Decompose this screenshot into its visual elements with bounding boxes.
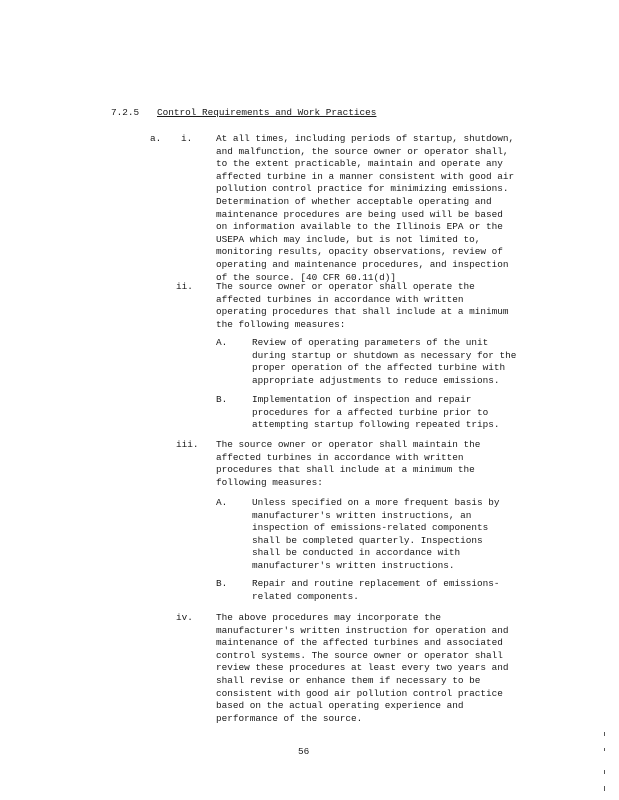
item-iii-A-label: A. [216,497,228,508]
paragraph-line: and malfunction, the source owner or operator shall, [216,145,509,157]
paragraph-line: review these procedures at least every two years and [216,662,509,674]
item-a-label: a. [150,133,162,144]
paragraph-line: Implementation of inspection and repair [252,394,472,405]
section-title: Control Requirements and Work Practices [157,107,377,118]
paragraph-line: affected turbines in accordance with written [216,451,464,463]
item-ii-A-label: A. [216,337,228,348]
section-number: 7.2.5 [111,107,140,118]
paragraph-line: proper operation of the affected turbine with [252,362,506,374]
paragraph-line: based on the actual operating experience and [216,700,464,712]
paragraph-line: shall revise or enhance them if necessary to be [216,674,481,686]
item-iv-paragraph [216,612,509,725]
paragraph-line: operating procedures that shall include at a minimum [216,306,509,318]
scan-mark [604,770,605,774]
scan-mark [604,786,605,791]
paragraph-line: affected turbine in a manner consistent with good air [216,170,515,182]
paragraph-line: At all times, including periods of startup, shutdown, [216,133,515,144]
paragraph-line: Determination of whether acceptable operating and [216,195,492,207]
paragraph-line: attempting startup following repeated trips. [252,419,500,431]
paragraph-line: operating and maintenance procedures, and inspection [216,258,509,270]
paragraph-line: consistent with good air pollution control practice [216,687,503,699]
item-iii-label: iii. [176,439,199,450]
paragraph-line: manufacturer's written instruction for operation and [216,624,509,636]
item-ii-B-label: B. [216,394,228,405]
item-iii-B-paragraph [252,578,500,603]
page-number: 56 [298,746,310,757]
paragraph-line: pollution control practice for minimizing emissions. [216,183,509,195]
paragraph-line: procedures that shall include at a minimum the [216,464,475,476]
item-i-label: i. [181,133,193,144]
paragraph-line: performance of the source. [216,712,363,724]
item-iii-paragraph [216,439,480,489]
paragraph-line: following measures: [216,476,323,488]
paragraph-line: Unless specified on a more frequent basis by [252,497,500,508]
paragraph-line: USEPA which may include, but is not limited to, [216,233,481,245]
paragraph-line: related components. [252,590,359,602]
scan-mark [604,748,605,751]
paragraph-line: procedures for a affected turbine prior to [252,406,489,418]
item-iii-A-paragraph [252,497,500,573]
paragraph-line: maintenance procedures are being used will be based [216,208,503,220]
item-ii-paragraph [216,281,509,331]
paragraph-line: maintenance of the affected turbines and associated [216,637,503,649]
paragraph-line: on information available to the Illinois EPA or the [216,221,503,233]
paragraph-line: shall be completed quarterly. Inspections [252,534,483,546]
paragraph-line: inspection of emissions-related components [252,522,489,534]
paragraph-line: to the extent practicable, maintain and operate any [216,158,503,170]
item-ii-B-paragraph [252,394,500,432]
paragraph-line: during startup or shutdown as necessary for the [252,349,517,361]
paragraph-line: manufacturer's written instructions. [252,559,455,571]
item-ii-A-paragraph [252,337,516,387]
paragraph-line: The above procedures may incorporate the [216,612,442,623]
paragraph-line: Repair and routine replacement of emissions- [252,578,500,589]
item-iii-B-label: B. [216,578,228,589]
item-iv-label: iv. [176,612,193,623]
paragraph-line: control systems. The source owner or operator shall [216,649,503,661]
paragraph-line: The source owner or operator shall maintain the [216,439,481,450]
paragraph-line: affected turbines in accordance with written [216,293,464,305]
paragraph-line: appropriate adjustments to reduce emissions. [252,374,500,386]
paragraph-line: monitoring results, opacity observations, review of [216,246,503,258]
paragraph-line: Review of operating parameters of the unit [252,337,489,348]
paragraph-line: The source owner or operator shall operate the [216,281,475,292]
item-i-paragraph [216,133,514,284]
paragraph-line: of the source. [40 CFR 60.11(d)] [216,271,397,283]
paragraph-line: the following measures: [216,318,346,330]
scan-mark [604,732,605,736]
item-ii-label: ii. [176,281,193,292]
paragraph-line: shall be conducted in accordance with [252,547,461,559]
paragraph-line: manufacturer's written instructions, an [252,509,472,521]
